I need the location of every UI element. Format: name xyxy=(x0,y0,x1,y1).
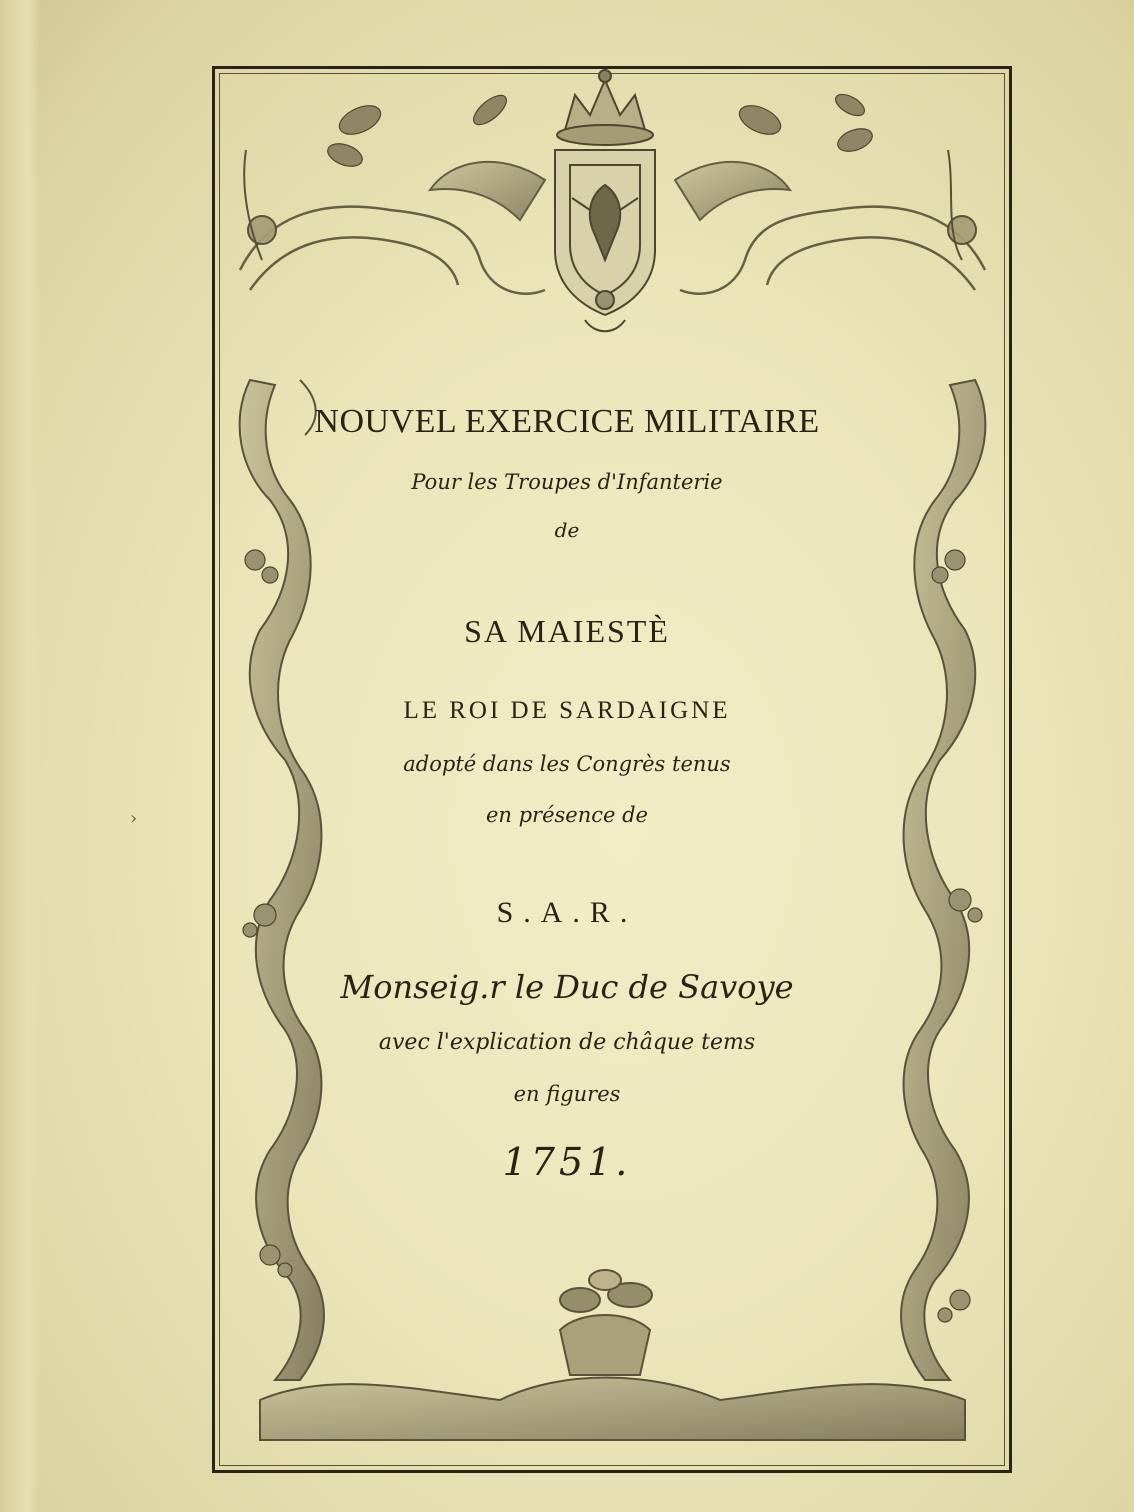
explication-line: avec l'explication de châque tems xyxy=(378,1030,756,1055)
adopted-line: adopté dans les Congrès tenus xyxy=(403,752,731,776)
duke-line: Monseig.r le Duc de Savoye xyxy=(340,968,794,1006)
subtitle-line: Pour les Troupes d'Infanterie xyxy=(411,470,723,494)
majesty-heading: SA MAIESTÈ xyxy=(464,613,670,649)
king-heading: LE ROI DE SARDAIGNE xyxy=(403,697,731,724)
floral-cartouche-icon xyxy=(260,1270,965,1440)
title: NOUVEL EXERCICE MILITAIRE xyxy=(314,403,820,440)
connector-de: de xyxy=(554,518,580,542)
figures-line: en figures xyxy=(513,1082,621,1106)
year: 1751. xyxy=(502,1140,632,1184)
margin-mark: › xyxy=(130,808,138,829)
sar-heading: S.A.R. xyxy=(496,896,638,929)
presence-line: en présence de xyxy=(485,803,648,827)
